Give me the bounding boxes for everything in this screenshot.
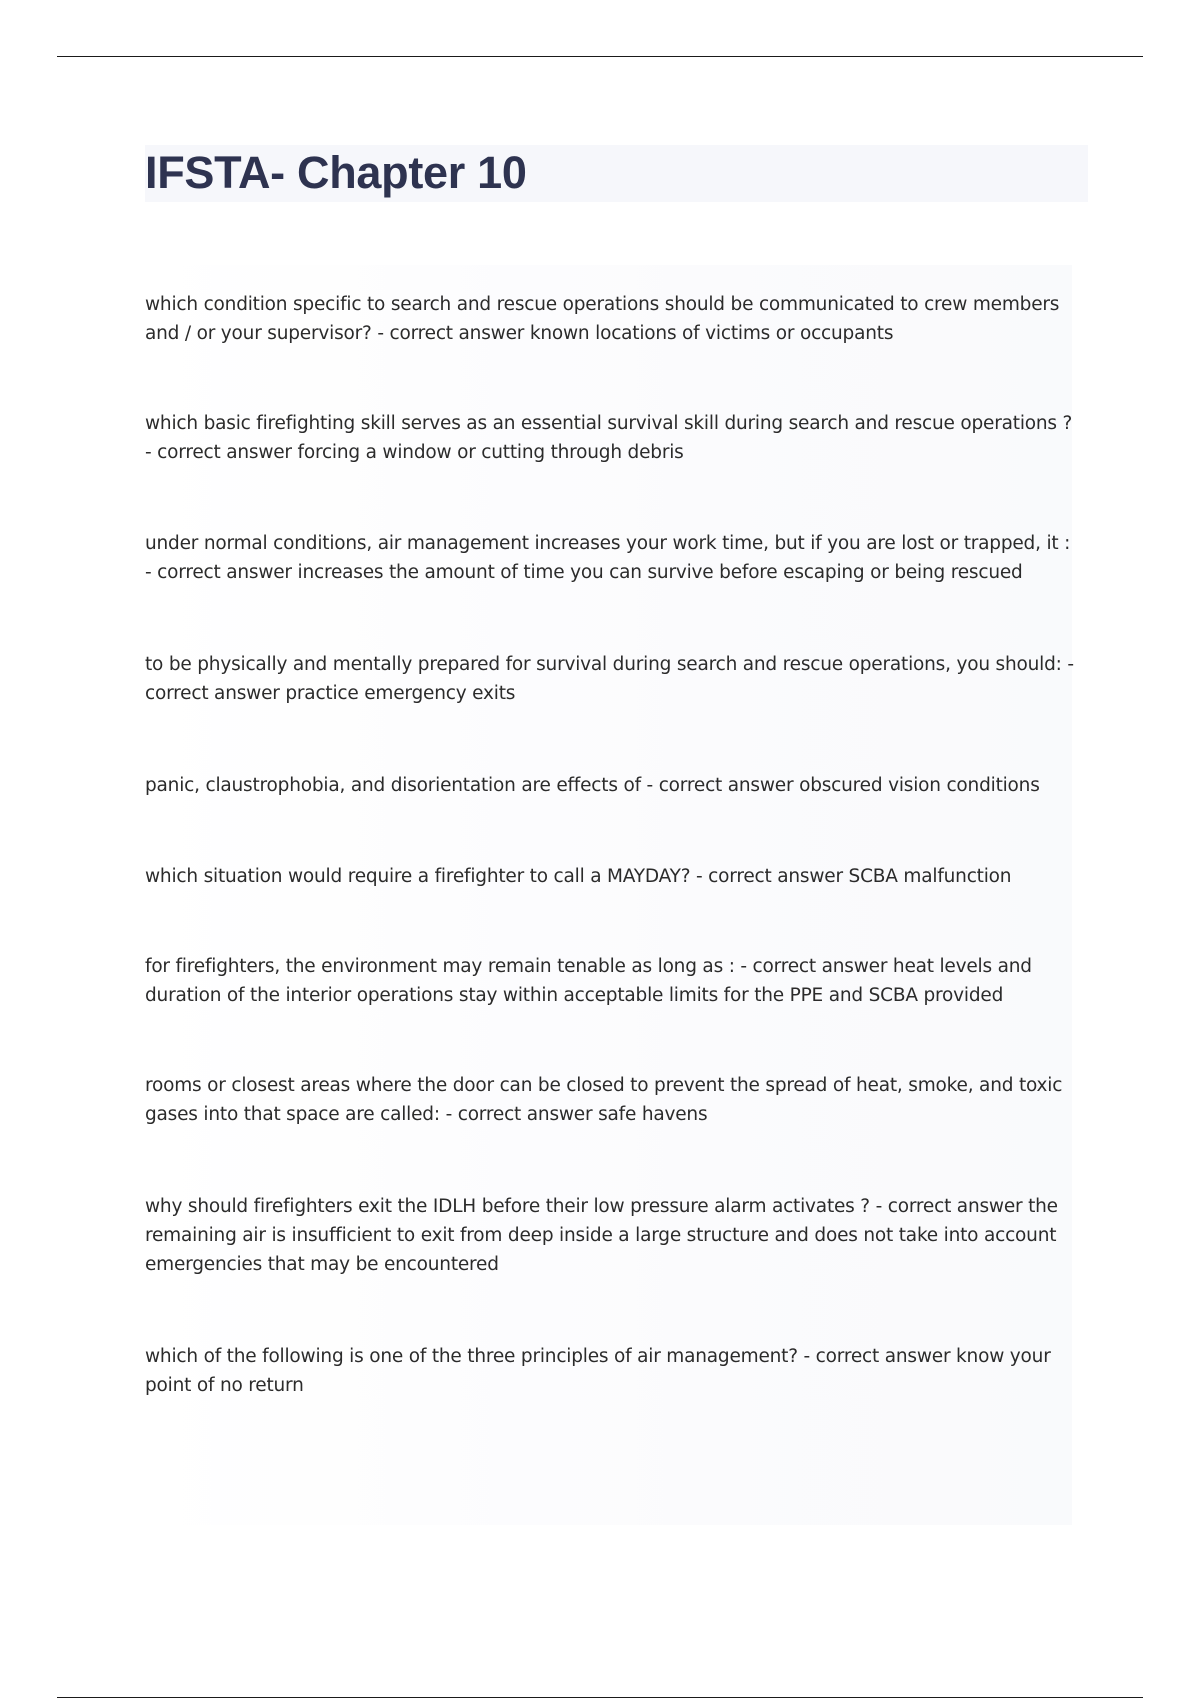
qa-item: why should firefighters exit the IDLH before their low pressure alarm activates ? - correct answer the remaining air is insufficient to exit from deep inside a large structure and does not take into account emergencies that may be encountered (145, 1196, 1058, 1275)
page-title: IFSTA- Chapter 10 (145, 147, 527, 198)
footer-rule (57, 1697, 1143, 1698)
qa-item: which condition specific to search and rescue operations should be communicated to crew members and / or your supervisor? - correct answer known locations of victims or occupants (145, 294, 1060, 344)
header-rule (57, 56, 1143, 57)
qa-item: rooms or closest areas where the door can be closed to prevent the spread of heat, smoke, and toxic gases into that space are called: - correct answer safe havens (145, 1075, 1063, 1125)
qa-item: which of the following is one of the three principles of air management? - correct answer know your point of no return (145, 1346, 1051, 1396)
qa-item: which situation would require a firefighter to call a MAYDAY? - correct answer SCBA malfunction (145, 866, 1012, 887)
qa-item: to be physically and mentally prepared for survival during search and rescue operations, you should: - correct answer practice emergency exits (145, 654, 1074, 704)
qa-item: panic, claustrophobia, and disorientation are effects of - correct answer obscured vision conditions (145, 775, 1040, 796)
qa-item: under normal conditions, air management increases your work time, but if you are lost or trapped, it : - correct answer increases the amount of time you can survive before escaping or being rescued (145, 533, 1071, 583)
qa-item: for firefighters, the environment may remain tenable as long as : - correct answer heat levels and duration of the interior operations stay within acceptable limits for the PPE and SCBA provided (145, 956, 1032, 1006)
qa-item: which basic firefighting skill serves as an essential survival skill during search and rescue operations ? - correct answer forcing a window or cutting through debris (145, 413, 1073, 463)
